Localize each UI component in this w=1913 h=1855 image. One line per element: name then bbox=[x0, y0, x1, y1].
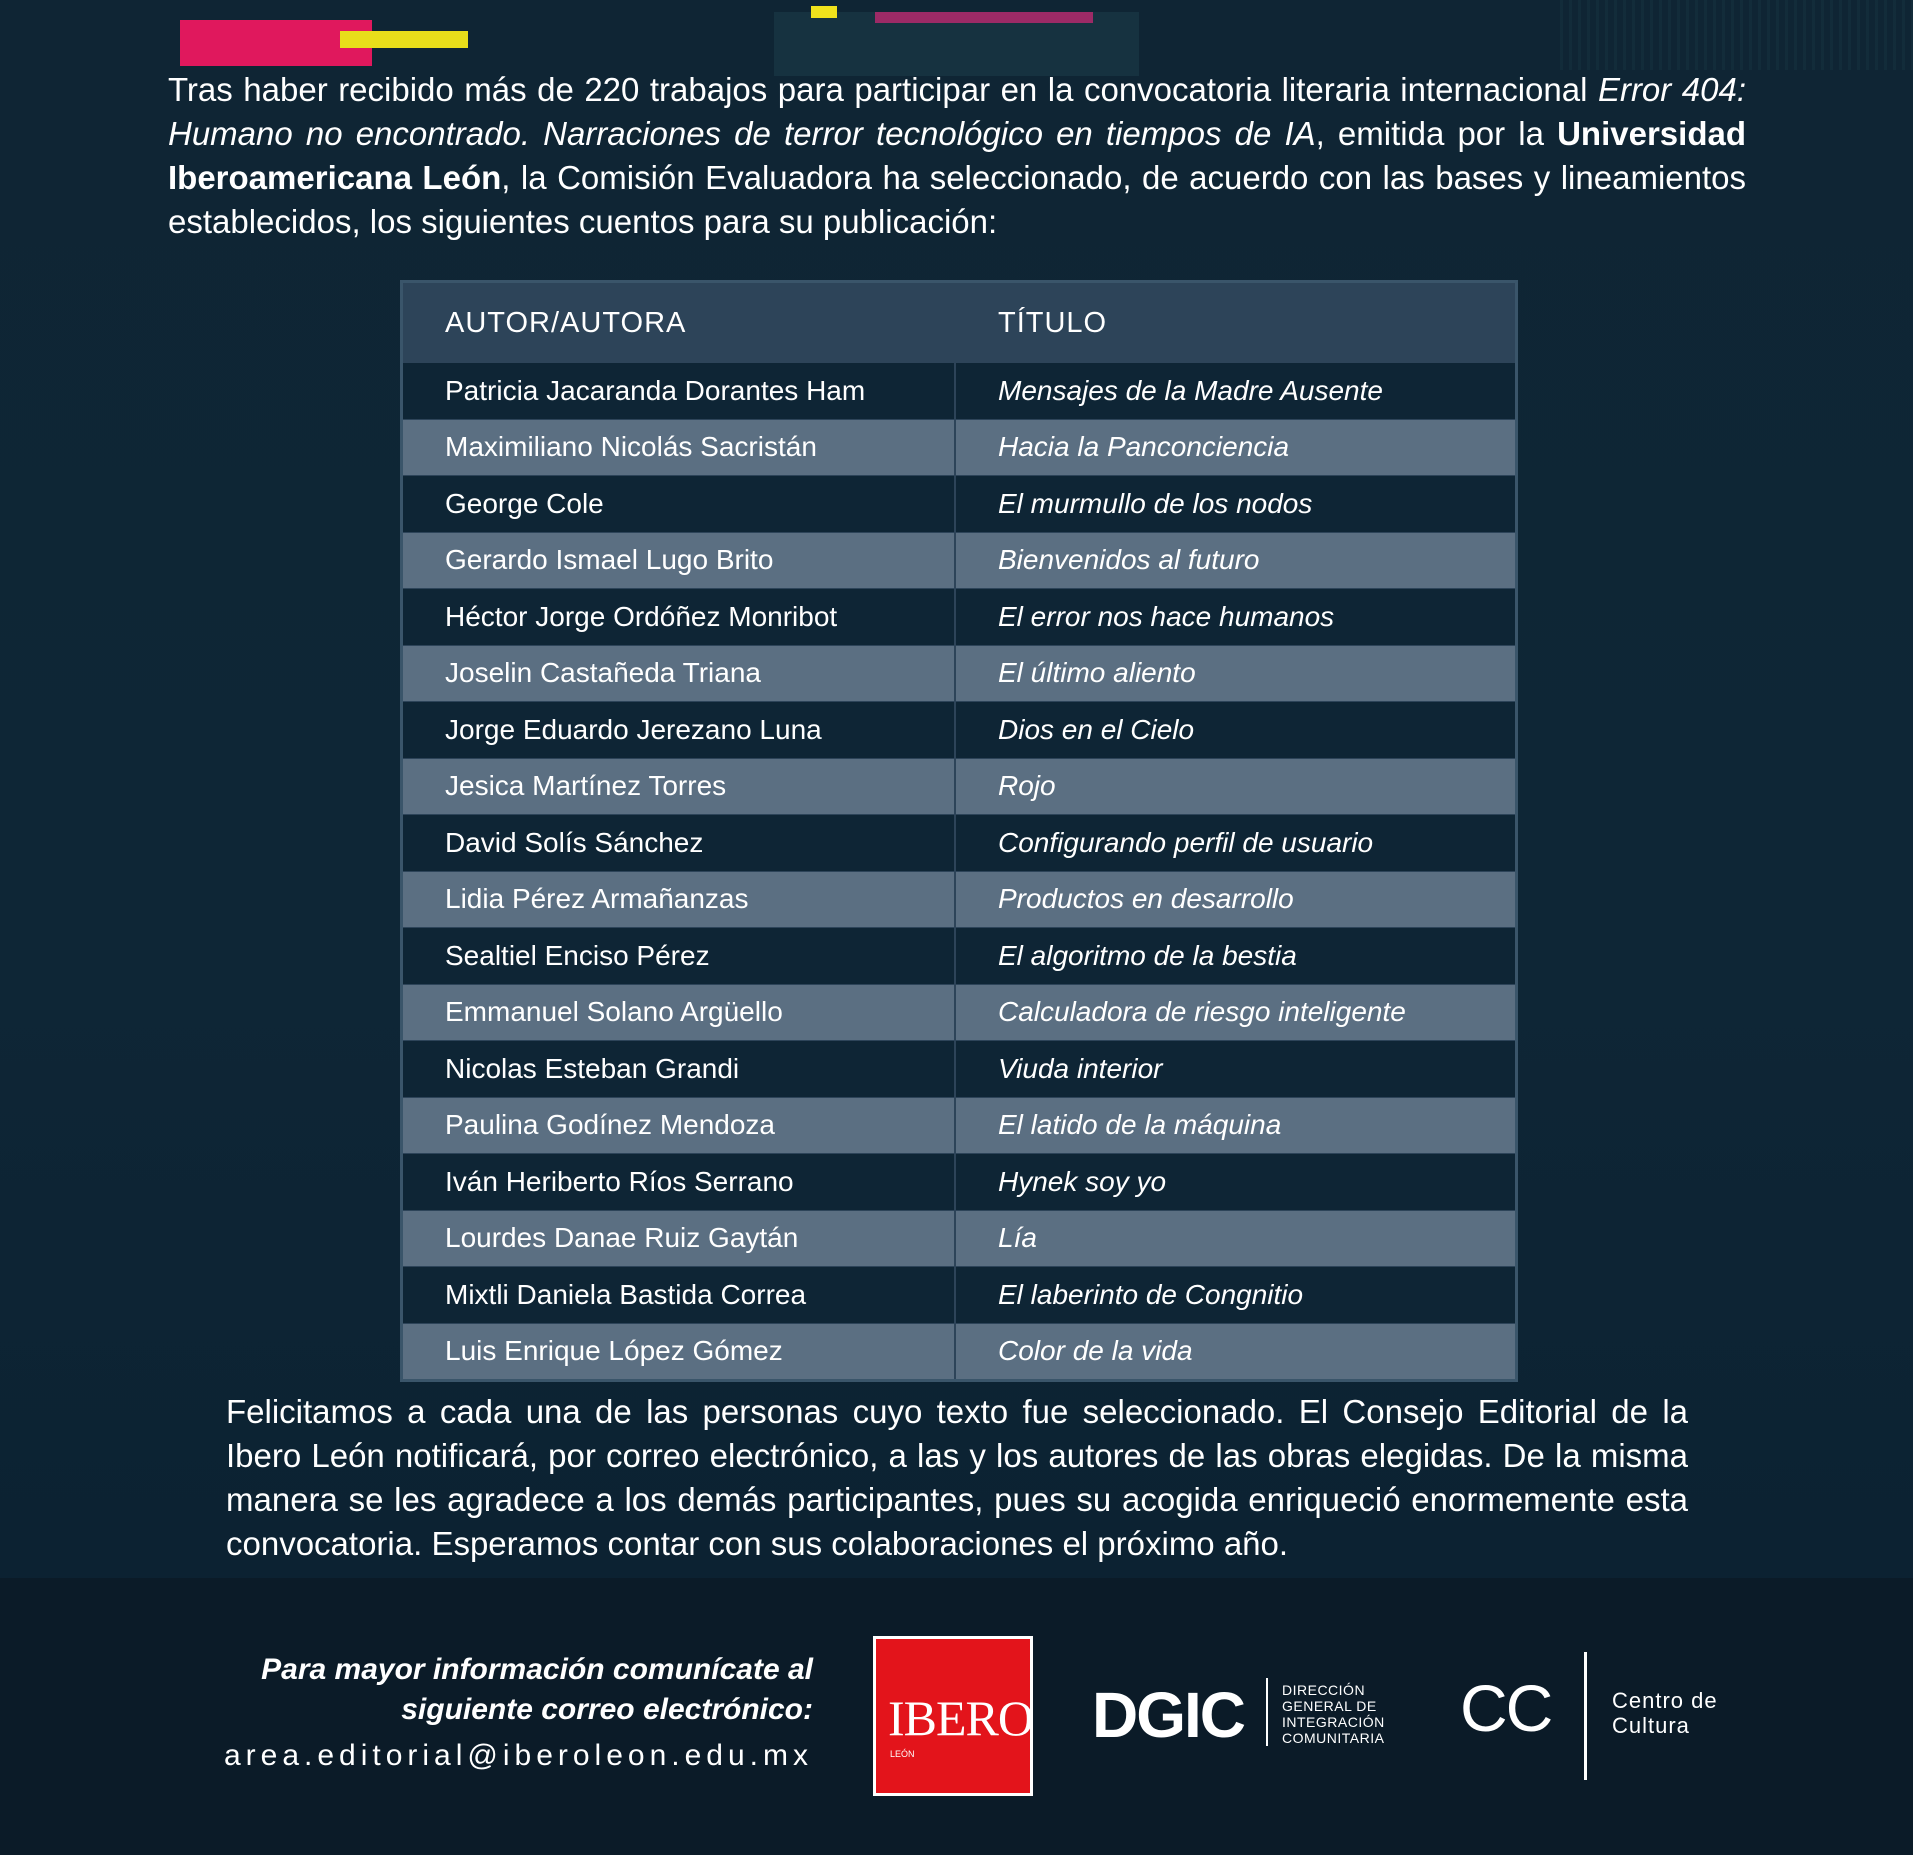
title-cell: Viuda interior bbox=[998, 1052, 1163, 1084]
contact-line-2: siguiente correo electrónico: bbox=[401, 1693, 813, 1726]
header-author: AUTOR/AUTORA bbox=[445, 306, 687, 339]
title-cell: El laberinto de Congnitio bbox=[998, 1278, 1304, 1310]
ibero-logo-subtext: LEÓN bbox=[890, 1749, 915, 1759]
table-row bbox=[403, 1266, 1515, 1323]
decorative-scanlines bbox=[1560, 0, 1913, 70]
university-name: Universidad Iberoamericana León bbox=[168, 115, 1746, 196]
title-cell: El murmullo de los nodos bbox=[998, 487, 1313, 519]
table-row bbox=[403, 475, 1515, 532]
author-cell: Emmanuel Solano Argüello bbox=[403, 985, 956, 1041]
dgic-text-line: INTEGRACIÓN bbox=[1282, 1714, 1385, 1730]
author-cell: Nicolas Esteban Grandi bbox=[403, 1041, 956, 1097]
table-row bbox=[403, 532, 1515, 589]
cc-divider bbox=[1584, 1652, 1587, 1780]
footer bbox=[0, 1578, 1913, 1855]
title-cell: Configurando perfil de usuario bbox=[998, 826, 1374, 858]
cc-text-line: Centro de bbox=[1612, 1688, 1718, 1713]
author-cell: Maximiliano Nicolás Sacristán bbox=[403, 420, 956, 476]
author-cell: Jorge Eduardo Jerezano Luna bbox=[403, 702, 956, 758]
title-cell: Dios en el Cielo bbox=[998, 713, 1195, 745]
cc-logo: CC bbox=[1460, 1671, 1552, 1745]
title-cell: El algoritmo de la bestia bbox=[998, 939, 1297, 971]
author-cell: Gerardo Ismael Lugo Brito bbox=[403, 533, 956, 589]
title-cell: El latido de la máquina bbox=[998, 1109, 1282, 1141]
author-cell: Iván Heriberto Ríos Serrano bbox=[403, 1154, 956, 1210]
table-row bbox=[403, 927, 1515, 984]
title-cell: Lía bbox=[998, 1222, 1037, 1254]
decorative-magenta-bar bbox=[875, 12, 1093, 23]
author-cell: David Solís Sánchez bbox=[403, 815, 956, 871]
table-row bbox=[403, 1323, 1515, 1380]
title-cell: El último aliento bbox=[998, 657, 1196, 689]
intro-text-2: , emitida por la bbox=[1315, 115, 1558, 152]
title-cell: Color de la vida bbox=[998, 1335, 1193, 1367]
author-cell: George Cole bbox=[403, 476, 956, 532]
author-cell: Patricia Jacaranda Dorantes Ham bbox=[403, 363, 956, 419]
table-row bbox=[403, 871, 1515, 928]
dgic-text-line: COMUNITARIA bbox=[1282, 1730, 1385, 1746]
table-row bbox=[403, 1040, 1515, 1097]
dgic-logo-text bbox=[1282, 1682, 1385, 1746]
table-row bbox=[403, 645, 1515, 702]
header-title: TÍTULO bbox=[998, 306, 1108, 339]
table-row bbox=[403, 701, 1515, 758]
title-cell: Bienvenidos al futuro bbox=[998, 544, 1260, 576]
cc-logo-text bbox=[1612, 1688, 1718, 1738]
table-row bbox=[403, 419, 1515, 476]
contact-block bbox=[113, 1650, 813, 1778]
table-row bbox=[403, 1153, 1515, 1210]
author-cell: Joselin Castañeda Triana bbox=[403, 646, 956, 702]
author-cell: Paulina Godínez Mendoza bbox=[403, 1098, 956, 1154]
table-row bbox=[403, 814, 1515, 871]
author-cell: Lourdes Danae Ruiz Gaytán bbox=[403, 1211, 956, 1267]
table-row bbox=[403, 363, 1515, 419]
table-header bbox=[403, 283, 1515, 363]
title-cell: Rojo bbox=[998, 770, 1056, 802]
title-cell: El error nos hace humanos bbox=[998, 600, 1335, 632]
outro-paragraph: Felicitamos a cada una de las personas cuyo texto fue seleccionado. El Consejo Editorial de la Ibero León notificará, por correo electrónico, a las y los autores de las obras elegidas. De la misma manera se les agradece a los demás participantes, pues su acogida enriqueció enormemente esta convocatoria. Esperamos contar con sus colaboraciones el próximo año. bbox=[226, 1393, 1688, 1562]
title-cell: Calculadora de riesgo inteligente bbox=[998, 996, 1406, 1028]
dgic-logo: DGIC bbox=[1092, 1679, 1244, 1751]
table-body bbox=[403, 363, 1515, 1379]
table-row bbox=[403, 758, 1515, 815]
ibero-logo bbox=[873, 1636, 1033, 1796]
decorative-yellow-bar bbox=[340, 31, 468, 48]
dgic-divider bbox=[1266, 1678, 1268, 1746]
ibero-logo-text: IBERO bbox=[888, 1690, 1033, 1746]
table-row bbox=[403, 1210, 1515, 1267]
intro-text-1: Tras haber recibido más de 220 trabajos para participar en la convocatoria literaria internacional bbox=[168, 71, 1598, 108]
title-cell: Hynek soy yo bbox=[998, 1165, 1167, 1197]
author-cell: Mixtli Daniela Bastida Correa bbox=[403, 1267, 956, 1323]
intro-text-3: , la Comisión Evaluadora ha seleccionado, de acuerdo con las bases y lineamientos establecidos, los siguientes cuentos para su publicación: bbox=[168, 159, 1747, 240]
call-title: Error 404: Humano no encontrado. Narraciones de terror tecnológico en tiempos de IA bbox=[168, 71, 1747, 152]
author-cell: Héctor Jorge Ordóñez Monribot bbox=[403, 589, 956, 645]
title-cell: Hacia la Panconciencia bbox=[998, 431, 1290, 463]
dgic-text-line: DIRECCIÓN bbox=[1282, 1682, 1366, 1698]
author-cell: Luis Enrique López Gómez bbox=[403, 1324, 956, 1380]
table-row bbox=[403, 588, 1515, 645]
table-row bbox=[403, 984, 1515, 1041]
table-row bbox=[403, 1097, 1515, 1154]
author-cell: Sealtiel Enciso Pérez bbox=[403, 928, 956, 984]
dgic-text-line: GENERAL DE bbox=[1282, 1698, 1377, 1714]
decorative-yellow-block bbox=[811, 6, 837, 18]
author-cell: Jesica Martínez Torres bbox=[403, 759, 956, 815]
intro-paragraph bbox=[168, 68, 1746, 244]
author-cell: Lidia Pérez Armañanzas bbox=[403, 872, 956, 928]
selected-works-table bbox=[400, 280, 1518, 1382]
contact-line-1: Para mayor información comunícate al bbox=[261, 1653, 813, 1686]
contact-email-link[interactable]: area.editorial@iberoleon.edu.mx bbox=[223, 1739, 813, 1772]
title-cell: Productos en desarrollo bbox=[998, 883, 1294, 915]
title-cell: Mensajes de la Madre Ausente bbox=[998, 374, 1383, 406]
cc-text-line: Cultura bbox=[1612, 1713, 1690, 1738]
